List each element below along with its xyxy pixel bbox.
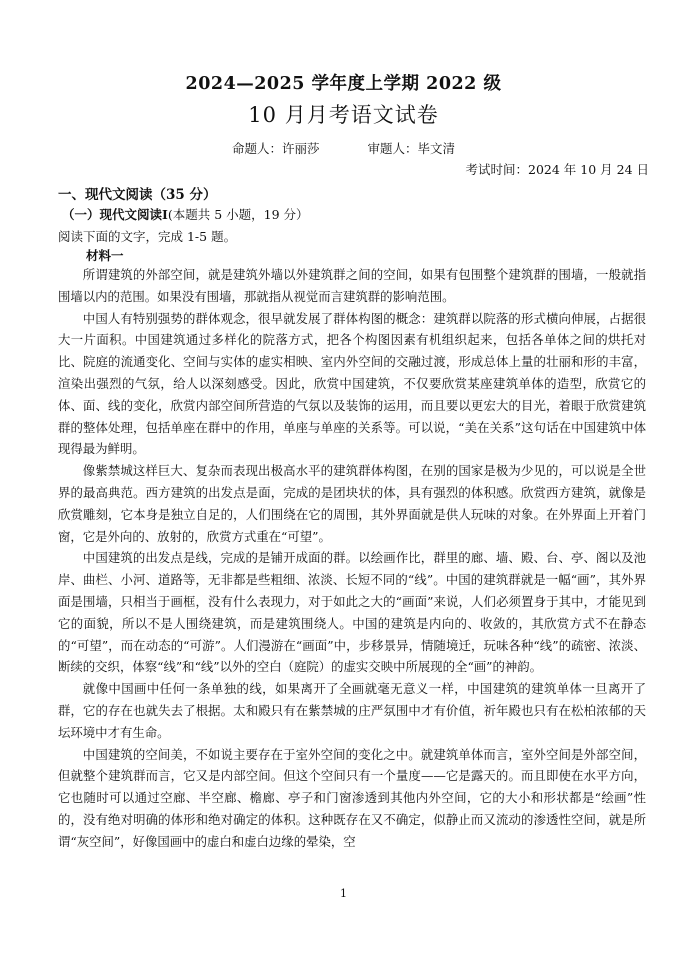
question-reviewer: 审题人：毕文清 bbox=[367, 141, 455, 156]
paragraph: 中国人有特别强势的群体观念，很早就发展了群体构图的概念：建筑群以院落的形式横向伸展，占据很大一片面积。中国建筑通过多样化的院落方式，把各个构图因素有机组织起来，包括各单体之间的烘托对比、院庭的流通变化、空间与实体的虚实相映、室内外空间的交融过渡，形成总体上量的壮丽和形的丰富，渲染出强烈的气氛，给人以深刻感受。因此，欣赏中国建筑，不仅要欣赏某座建筑单体的造型，欣赏它的体、面、线的变化，欣赏内部空间所营造的气氛以及装饰的运用，而且要以更宏大的目光，着眼于欣赏建筑群的整体处理，包括单座在群中的作用，单座与单座的关系等。可以说，“美在关系”这句话在中国建筑中体现得最为鲜明。 bbox=[58, 310, 646, 457]
exam-title-line2: 10 月月考语文试卷 bbox=[248, 103, 439, 127]
exam-time: 考试时间：2024 年 10 月 24 日 bbox=[465, 162, 649, 177]
subsection-note: (本题共 5 小题，19 分） bbox=[167, 207, 309, 222]
paragraph: 所谓建筑的外部空间，就是建筑外墙以外建筑群之间的空间，如果有包围整个建筑群的围墙，一般就指围墙以内的范围。如果没有围墙，那就指从视觉而言建筑群的影响范围。 bbox=[58, 267, 646, 304]
paragraph: 就像中国画中任何一条单独的线，如果离开了全画就毫无意义一样，中国建筑的建筑单体一旦离开了群，它的存在也就失去了根据。太和殿只有在紫禁城的庄严氛围中才有价值，祈年殿也只有在松柏浓郁的天坛环境中才有生命。 bbox=[58, 681, 646, 740]
paragraph: 像紫禁城这样巨大、复杂而表现出极高水平的建筑群体构图，在别的国家是极为少见的，可以说是全世界的最高典范。西方建筑的出发点是面，完成的是团块状的体，具有强烈的体积感。欣赏西方建筑，就像是欣赏雕刻，它本身是独立自足的，人们围绕在它的周围，其外界面就是供人玩味的对象。在外界面上开着门窗，它是外向的、放射的，欣赏方式重在“可望”。 bbox=[58, 463, 646, 544]
question-setter: 命题人：许丽莎 bbox=[231, 141, 320, 156]
paragraph: 中国建筑的出发点是线，完成的是铺开成面的群。以绘画作比，群里的廊、墙、殿、台、亭、阁以及池岸、曲栏、小河、道路等，无非都是些粗细、浓淡、长短不同的“线”。中国的建筑群就是一幅“画”，其外界面是围墙，只相当于画框，没有什么表现力，对于如此之大的“画面”来说，人们必须置身于其中，才能见到它的面貌，所以不是人围绕建筑，而是建筑围绕人。中国的建筑是内向的、收敛的，其欣赏方式不在静态的“可望”，而在动态的“可游”。人们漫游在“画面”中，步移景异，情随境迁，玩味各种“线”的疏密、浓淡、断续的交织，体察“线”和“线”以外的空白（庭院）的虚实交映中所展现的全“画”的神韵。 bbox=[58, 550, 646, 675]
material-label: 材料一 bbox=[86, 248, 124, 263]
subsection-title: （一）现代文阅读Ⅰ bbox=[62, 207, 168, 222]
subsection-heading bbox=[62, 205, 309, 223]
paragraph: 中国建筑的空间美，不如说主要存在于室外空间的变化之中。就建筑单体而言，室外空间是外部空间，但就整个建筑群而言，它又是内部空间。但这个空间只有一个量度——它是露天的。而且即使在水平方向，它也随时可以通过空廊、半空廊、檐廊、亭子和门窗渗透到其他内外空间，它的大小和形状都是“绘画”性的，没有绝对明确的体形和绝对确定的体积。这种既存在又不确定，似静止而又流动的渗透性空间，就是所谓“灰空间”，好像国画中的虚白和虚白边缘的晕染，空 bbox=[58, 746, 646, 849]
passage-body bbox=[58, 264, 646, 853]
section-heading: 一、现代文阅读（35 分） bbox=[58, 187, 217, 203]
page-number: 1 bbox=[340, 887, 347, 900]
author-line bbox=[0, 139, 687, 157]
reading-instruction: 阅读下面的文字，完成 1-5 题。 bbox=[58, 229, 237, 244]
exam-title-line1: 2024—2025 学年度上学期 2022 级 bbox=[185, 74, 502, 94]
